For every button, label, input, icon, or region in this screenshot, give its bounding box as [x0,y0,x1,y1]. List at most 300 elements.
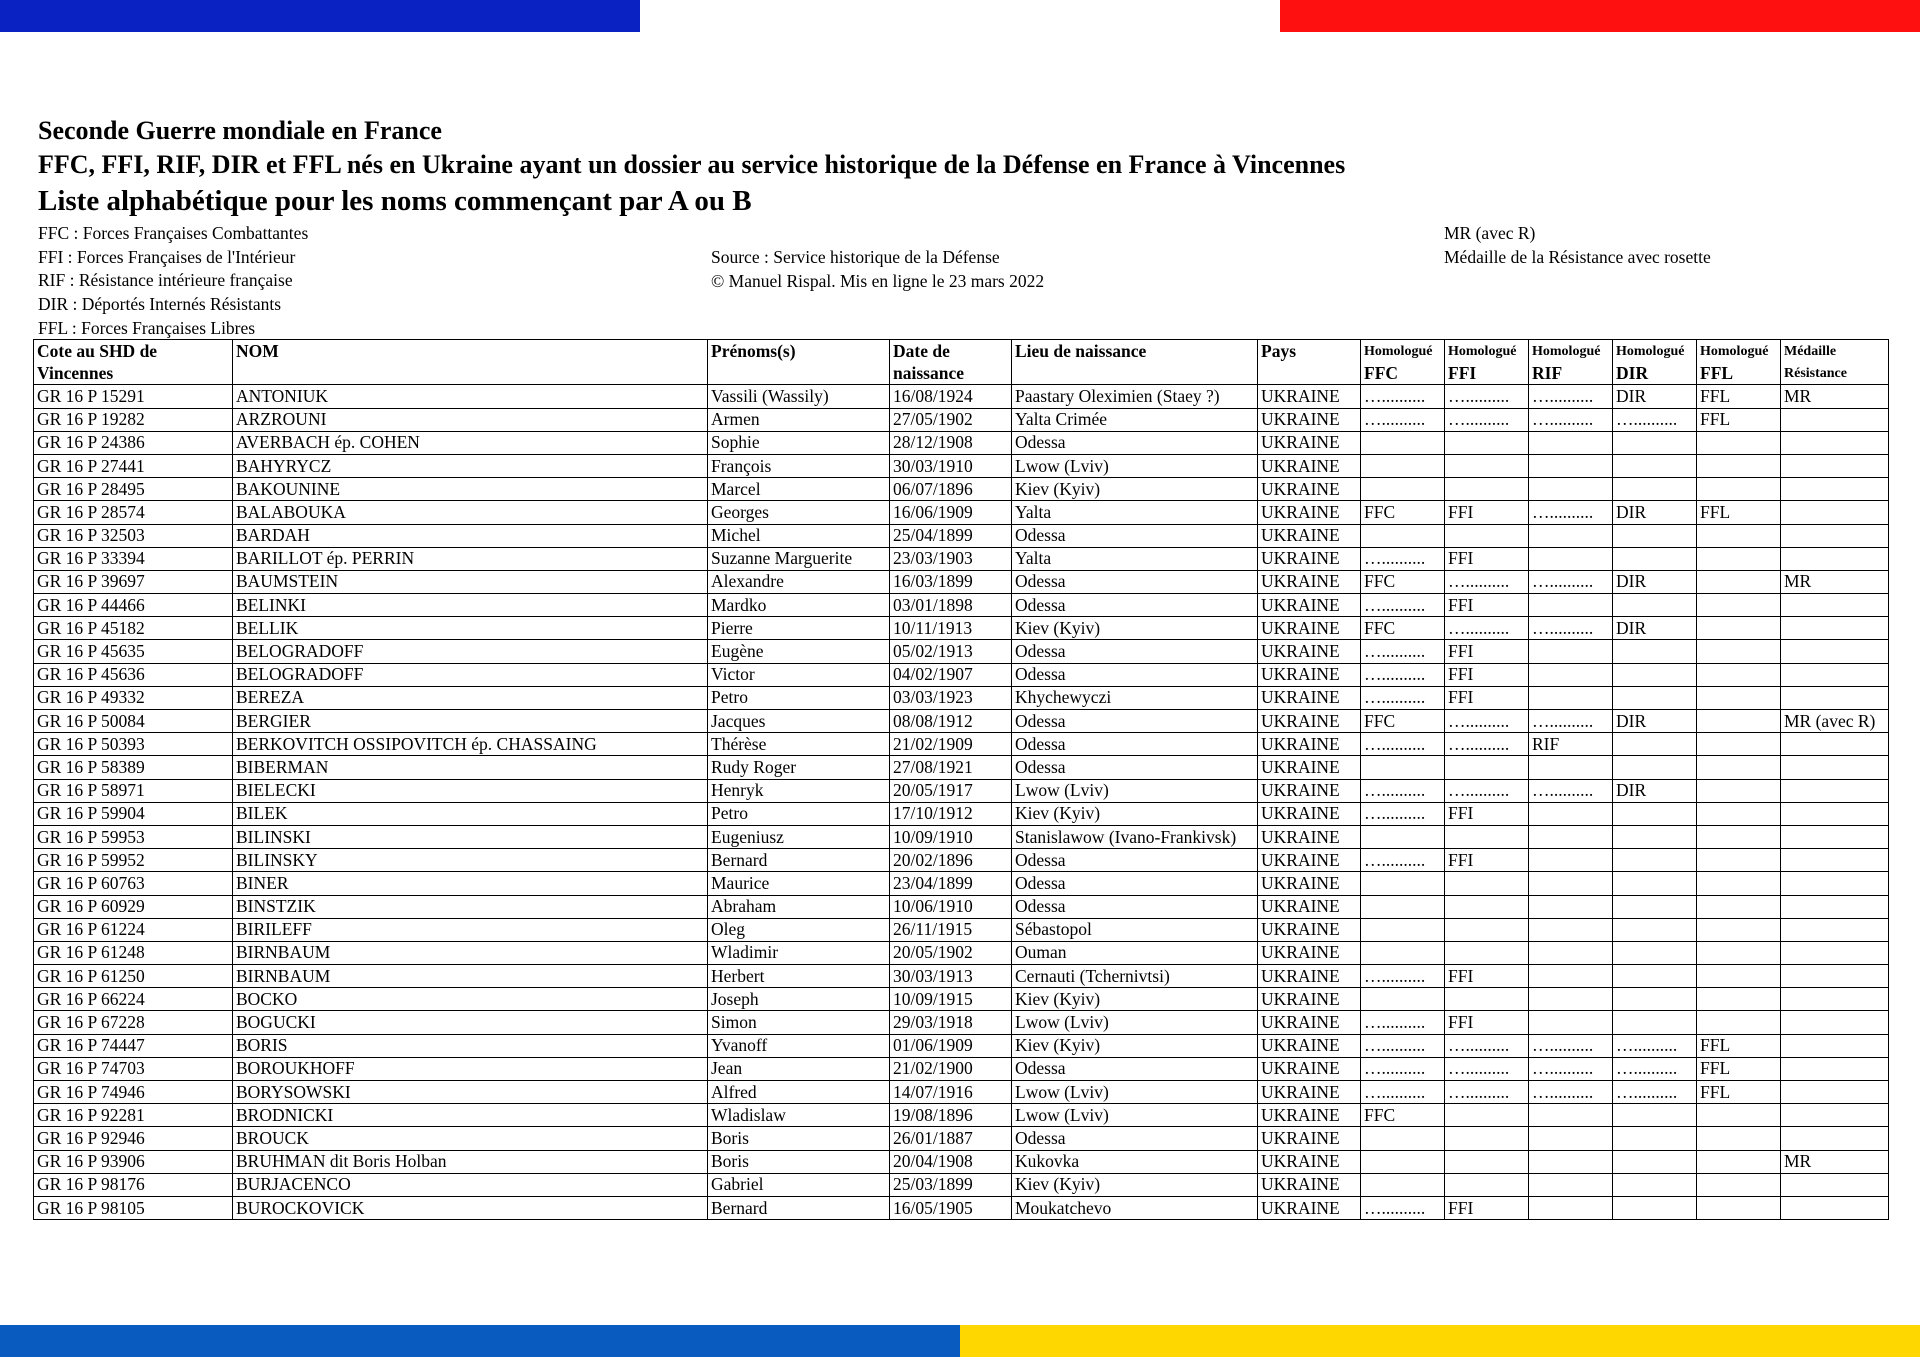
cell-medaille [1781,594,1889,617]
cell-nom: BROUCK [233,1127,708,1150]
cell-medaille [1781,501,1889,524]
cell-dir [1613,1173,1697,1196]
cell-ffi [1445,941,1529,964]
cell-prenoms: Abraham [708,895,890,918]
cell-cote: GR 16 P 61250 [34,965,233,988]
cell-rif [1529,941,1613,964]
cell-rif [1529,663,1613,686]
cell-ffi: FFI [1445,849,1529,872]
cell-ffl [1697,1104,1781,1127]
cell-date: 03/03/1923 [890,686,1012,709]
cell-prenoms: Henryk [708,779,890,802]
cell-date: 04/02/1907 [890,663,1012,686]
cell-nom: BOCKO [233,988,708,1011]
table-row [34,1127,1889,1150]
cell-prenoms: François [708,454,890,477]
cell-ffi: ….......... [1445,710,1529,733]
cell-ffi: FFI [1445,594,1529,617]
cell-cote: GR 16 P 93906 [34,1150,233,1173]
cell-dir [1613,524,1697,547]
cell-cote: GR 16 P 58389 [34,756,233,779]
cell-rif [1529,756,1613,779]
cell-cote: GR 16 P 50393 [34,733,233,756]
cell-medaille [1781,640,1889,663]
cell-lieu: Kiev (Kyiv) [1012,988,1258,1011]
flag-bar-blue-top [0,0,640,32]
cell-ffc: ….......... [1361,686,1445,709]
cell-pays: UKRAINE [1258,1173,1361,1196]
cell-date: 16/06/1909 [890,501,1012,524]
cell-prenoms: Mardko [708,594,890,617]
cell-lieu: Lwow (Lviv) [1012,1104,1258,1127]
cell-nom: BORYSOWSKI [233,1081,708,1104]
cell-medaille [1781,1057,1889,1080]
cell-lieu: Lwow (Lviv) [1012,779,1258,802]
cell-date: 16/03/1899 [890,570,1012,593]
cell-nom: ARZROUNI [233,408,708,431]
cell-cote: GR 16 P 59952 [34,849,233,872]
cell-ffc [1361,1127,1445,1150]
cell-prenoms: Simon [708,1011,890,1034]
cell-prenoms: Herbert [708,965,890,988]
cell-prenoms: Marcel [708,478,890,501]
header-medaille-line1: Médaille [1781,340,1889,363]
cell-cote: GR 16 P 59904 [34,802,233,825]
cell-prenoms: Jean [708,1057,890,1080]
cell-rif [1529,454,1613,477]
cell-lieu: Odessa [1012,594,1258,617]
cell-ffc: ….......... [1361,1081,1445,1104]
header-pays-line1: Pays [1258,340,1361,363]
cell-nom: BERKOVITCH OSSIPOVITCH ép. CHASSAING [233,733,708,756]
table-row [34,570,1889,593]
cell-cote: GR 16 P 49332 [34,686,233,709]
cell-ffi: ….......... [1445,1081,1529,1104]
cell-medaille [1781,918,1889,941]
cell-cote: GR 16 P 45636 [34,663,233,686]
cell-cote: GR 16 P 60763 [34,872,233,895]
cell-nom: ANTONIUK [233,385,708,408]
flag-bar-red-top [1280,0,1920,32]
cell-prenoms: Suzanne Marguerite [708,547,890,570]
cell-pays: UKRAINE [1258,710,1361,733]
cell-dir [1613,825,1697,848]
header-lieu-line1: Lieu de naissance [1012,340,1258,363]
cell-lieu: Kiev (Kyiv) [1012,1173,1258,1196]
cell-pays: UKRAINE [1258,849,1361,872]
cell-lieu: Odessa [1012,733,1258,756]
cell-rif [1529,1011,1613,1034]
cell-medaille [1781,756,1889,779]
cell-date: 29/03/1918 [890,1011,1012,1034]
cell-prenoms: Victor [708,663,890,686]
cell-lieu: Odessa [1012,570,1258,593]
cell-dir: ….......... [1613,1081,1697,1104]
cell-pays: UKRAINE [1258,617,1361,640]
cell-prenoms: Petro [708,802,890,825]
cell-ffl [1697,1150,1781,1173]
table-row [34,779,1889,802]
cell-prenoms: Yvanoff [708,1034,890,1057]
cell-prenoms: Sophie [708,431,890,454]
cell-dir: DIR [1613,570,1697,593]
cell-date: 20/05/1917 [890,779,1012,802]
mr-abbrev: MR (avec R) [1444,223,1536,243]
cell-cote: GR 16 P 67228 [34,1011,233,1034]
cell-pays: UKRAINE [1258,802,1361,825]
cell-date: 17/10/1912 [890,802,1012,825]
table-row [34,478,1889,501]
cell-ffl [1697,1011,1781,1034]
cell-medaille [1781,802,1889,825]
legend-ffc: FFC : Forces Françaises Combattantes [38,223,309,243]
cell-date: 10/09/1910 [890,825,1012,848]
cell-lieu: Kukovka [1012,1150,1258,1173]
cell-ffi: ….......... [1445,617,1529,640]
cell-nom: BERGIER [233,710,708,733]
header-ffl-line2: FFL [1697,362,1781,385]
cell-ffc: FFC [1361,710,1445,733]
cell-pays: UKRAINE [1258,1150,1361,1173]
cell-lieu: Khychewyczi [1012,686,1258,709]
cell-cote: GR 16 P 61224 [34,918,233,941]
cell-ffc: ….......... [1361,640,1445,663]
cell-cote: GR 16 P 92946 [34,1127,233,1150]
cell-prenoms: Alfred [708,1081,890,1104]
header-nom-line1: NOM [233,340,708,363]
cell-ffl [1697,825,1781,848]
cell-pays: UKRAINE [1258,524,1361,547]
cell-nom: BINER [233,872,708,895]
cell-ffi: ….......... [1445,1034,1529,1057]
table-row [34,849,1889,872]
cell-cote: GR 16 P 45635 [34,640,233,663]
cell-prenoms: Jacques [708,710,890,733]
cell-rif [1529,802,1613,825]
cell-cote: GR 16 P 44466 [34,594,233,617]
cell-ffi [1445,454,1529,477]
cell-ffl [1697,686,1781,709]
table-row [34,1057,1889,1080]
cell-cote: GR 16 P 45182 [34,617,233,640]
cell-ffc [1361,454,1445,477]
cell-rif [1529,594,1613,617]
legend-dir: DIR : Déportés Internés Résistants [38,294,282,315]
table-row [34,895,1889,918]
cell-ffc: ….......... [1361,1057,1445,1080]
cell-cote: GR 16 P 59953 [34,825,233,848]
cell-ffc: FFC [1361,570,1445,593]
cell-medaille [1781,1034,1889,1057]
cell-nom: BIELECKI [233,779,708,802]
cell-cote: GR 16 P 50084 [34,710,233,733]
cell-dir: DIR [1613,779,1697,802]
cell-ffc: ….......... [1361,849,1445,872]
cell-pays: UKRAINE [1258,1196,1361,1219]
header-date-line2: naissance [890,362,1012,385]
cell-nom: BILINSKY [233,849,708,872]
title-line-3: Liste alphabétique pour les noms commençant par A ou B [38,185,752,217]
cell-lieu: Kiev (Kyiv) [1012,802,1258,825]
cell-nom: BIBERMAN [233,756,708,779]
cell-medaille: MR (avec R) [1781,710,1889,733]
cell-cote: GR 16 P 74703 [34,1057,233,1080]
cell-pays: UKRAINE [1258,408,1361,431]
cell-cote: GR 16 P 19282 [34,408,233,431]
cell-ffl [1697,478,1781,501]
cell-cote: GR 16 P 61248 [34,941,233,964]
cell-medaille [1781,1173,1889,1196]
table-row [34,686,1889,709]
cell-prenoms: Thérèse [708,733,890,756]
title-line-1: Seconde Guerre mondiale en France [38,116,442,145]
header-pays-line2 [1258,362,1361,385]
cell-lieu: Ouman [1012,941,1258,964]
cell-rif: ….......... [1529,779,1613,802]
cell-date: 14/07/1916 [890,1081,1012,1104]
cell-medaille [1781,733,1889,756]
cell-pays: UKRAINE [1258,640,1361,663]
cell-pays: UKRAINE [1258,454,1361,477]
cell-pays: UKRAINE [1258,1034,1361,1057]
cell-ffc: FFC [1361,617,1445,640]
cell-dir [1613,895,1697,918]
source-note [711,246,1044,293]
cell-pays: UKRAINE [1258,547,1361,570]
cell-ffi: FFI [1445,802,1529,825]
cell-dir [1613,1196,1697,1219]
cell-dir [1613,547,1697,570]
cell-pays: UKRAINE [1258,570,1361,593]
cell-lieu: Odessa [1012,895,1258,918]
cell-ffi: ….......... [1445,385,1529,408]
cell-pays: UKRAINE [1258,686,1361,709]
table-row [34,1173,1889,1196]
cell-prenoms: Pierre [708,617,890,640]
cell-rif [1529,918,1613,941]
cell-nom: BINSTZIK [233,895,708,918]
cell-nom: BILINSKI [233,825,708,848]
table-row [34,524,1889,547]
cell-ffi [1445,825,1529,848]
cell-pays: UKRAINE [1258,478,1361,501]
cell-prenoms: Boris [708,1127,890,1150]
cell-rif: ….......... [1529,408,1613,431]
cell-date: 26/01/1887 [890,1127,1012,1150]
cell-date: 23/04/1899 [890,872,1012,895]
copyright-line: © Manuel Rispal. Mis en ligne le 23 mars 2022 [711,270,1045,291]
cell-dir [1613,988,1697,1011]
cell-rif [1529,988,1613,1011]
table-row [34,547,1889,570]
cell-ffc [1361,895,1445,918]
cell-lieu: Cernauti (Tchernivtsi) [1012,965,1258,988]
cell-ffl [1697,547,1781,570]
cell-lieu: Stanislawow (Ivano-Frankivsk) [1012,825,1258,848]
cell-rif: ….......... [1529,617,1613,640]
cell-pays: UKRAINE [1258,988,1361,1011]
header-dir-line2: DIR [1613,362,1697,385]
cell-dir [1613,594,1697,617]
cell-medaille [1781,686,1889,709]
cell-rif [1529,478,1613,501]
cell-date: 03/01/1898 [890,594,1012,617]
header-ffc-line2: FFC [1361,362,1445,385]
cell-pays: UKRAINE [1258,431,1361,454]
cell-ffl: FFL [1697,1081,1781,1104]
cell-dir: ….......... [1613,408,1697,431]
cell-pays: UKRAINE [1258,1081,1361,1104]
cell-rif: RIF [1529,733,1613,756]
cell-ffi: ….......... [1445,779,1529,802]
cell-cote: GR 16 P 28495 [34,478,233,501]
cell-ffl [1697,640,1781,663]
cell-ffc: FFC [1361,1104,1445,1127]
cell-rif [1529,1127,1613,1150]
cell-ffi: FFI [1445,1196,1529,1219]
cell-date: 27/08/1921 [890,756,1012,779]
cell-medaille [1781,1011,1889,1034]
table-row [34,501,1889,524]
cell-prenoms: Eugène [708,640,890,663]
cell-medaille [1781,617,1889,640]
cell-cote: GR 16 P 28574 [34,501,233,524]
cell-ffi [1445,756,1529,779]
table-row [34,756,1889,779]
cell-ffl: FFL [1697,1034,1781,1057]
header-prenoms-line2 [708,362,890,385]
cell-ffi [1445,431,1529,454]
cell-ffi [1445,895,1529,918]
cell-ffc [1361,478,1445,501]
cell-lieu: Odessa [1012,756,1258,779]
cell-medaille [1781,895,1889,918]
header-ffc-line1: Homologué [1361,340,1445,363]
cell-pays: UKRAINE [1258,501,1361,524]
cell-ffl [1697,733,1781,756]
cell-nom: BAUMSTEIN [233,570,708,593]
cell-dir: ….......... [1613,1034,1697,1057]
cell-pays: UKRAINE [1258,594,1361,617]
cell-date: 21/02/1909 [890,733,1012,756]
dossier-table [33,339,1889,1220]
cell-rif [1529,1196,1613,1219]
cell-nom: BALABOUKA [233,501,708,524]
table-row [34,825,1889,848]
cell-ffi [1445,1150,1529,1173]
cell-ffl: FFL [1697,385,1781,408]
cell-ffc: ….......... [1361,663,1445,686]
table-row [34,663,1889,686]
cell-ffc [1361,918,1445,941]
table-row [34,988,1889,1011]
header-medaille-line2: Résistance [1781,362,1889,385]
cell-ffi [1445,524,1529,547]
header-row-bottom [34,362,1889,385]
cell-ffl [1697,1196,1781,1219]
cell-ffl [1697,849,1781,872]
cell-medaille [1781,825,1889,848]
cell-ffc [1361,988,1445,1011]
cell-prenoms: Vassili (Wassily) [708,385,890,408]
cell-lieu: Odessa [1012,663,1258,686]
cell-medaille [1781,965,1889,988]
cell-rif [1529,524,1613,547]
cell-lieu: Yalta [1012,501,1258,524]
cell-medaille [1781,478,1889,501]
cell-ffl [1697,802,1781,825]
cell-lieu: Yalta [1012,547,1258,570]
cell-dir [1613,1127,1697,1150]
source-line: Source : Service historique de la Défense [711,247,1000,267]
cell-dir [1613,686,1697,709]
header-nom-line2 [233,362,708,385]
cell-dir: DIR [1613,501,1697,524]
cell-medaille: MR [1781,570,1889,593]
cell-ffc [1361,431,1445,454]
cell-prenoms: Armen [708,408,890,431]
cell-medaille [1781,408,1889,431]
table-body [34,385,1889,1220]
cell-dir: DIR [1613,617,1697,640]
table-row [34,1150,1889,1173]
cell-prenoms: Petro [708,686,890,709]
cell-pays: UKRAINE [1258,1127,1361,1150]
cell-lieu: Lwow (Lviv) [1012,1011,1258,1034]
cell-ffc: ….......... [1361,779,1445,802]
cell-rif [1529,547,1613,570]
cell-prenoms: Alexandre [708,570,890,593]
table-row [34,408,1889,431]
cell-lieu: Kiev (Kyiv) [1012,478,1258,501]
cell-medaille [1781,849,1889,872]
cell-lieu: Yalta Crimée [1012,408,1258,431]
cell-date: 26/11/1915 [890,918,1012,941]
cell-medaille [1781,1196,1889,1219]
cell-date: 23/03/1903 [890,547,1012,570]
cell-rif: ….......... [1529,501,1613,524]
cell-ffi [1445,1127,1529,1150]
cell-medaille [1781,1127,1889,1150]
table-row [34,1104,1889,1127]
cell-ffi: FFI [1445,686,1529,709]
cell-nom: BILEK [233,802,708,825]
table-row [34,965,1889,988]
cell-date: 20/05/1902 [890,941,1012,964]
cell-nom: BIRILEFF [233,918,708,941]
cell-ffi [1445,1173,1529,1196]
table-row [34,872,1889,895]
cell-nom: BELINKI [233,594,708,617]
cell-pays: UKRAINE [1258,733,1361,756]
cell-pays: UKRAINE [1258,385,1361,408]
cell-rif: ….......... [1529,385,1613,408]
cell-ffl [1697,454,1781,477]
table-row [34,1196,1889,1219]
legend-ffi: FFI : Forces Françaises de l'Intérieur [38,246,296,267]
cell-ffl [1697,663,1781,686]
cell-prenoms: Michel [708,524,890,547]
cell-cote: GR 16 P 98176 [34,1173,233,1196]
cell-date: 27/05/1902 [890,408,1012,431]
cell-date: 01/06/1909 [890,1034,1012,1057]
cell-date: 21/02/1900 [890,1057,1012,1080]
cell-ffl [1697,779,1781,802]
cell-ffl: FFL [1697,1057,1781,1080]
cell-nom: BORIS [233,1034,708,1057]
cell-dir: DIR [1613,710,1697,733]
cell-nom: BURJACENCO [233,1173,708,1196]
